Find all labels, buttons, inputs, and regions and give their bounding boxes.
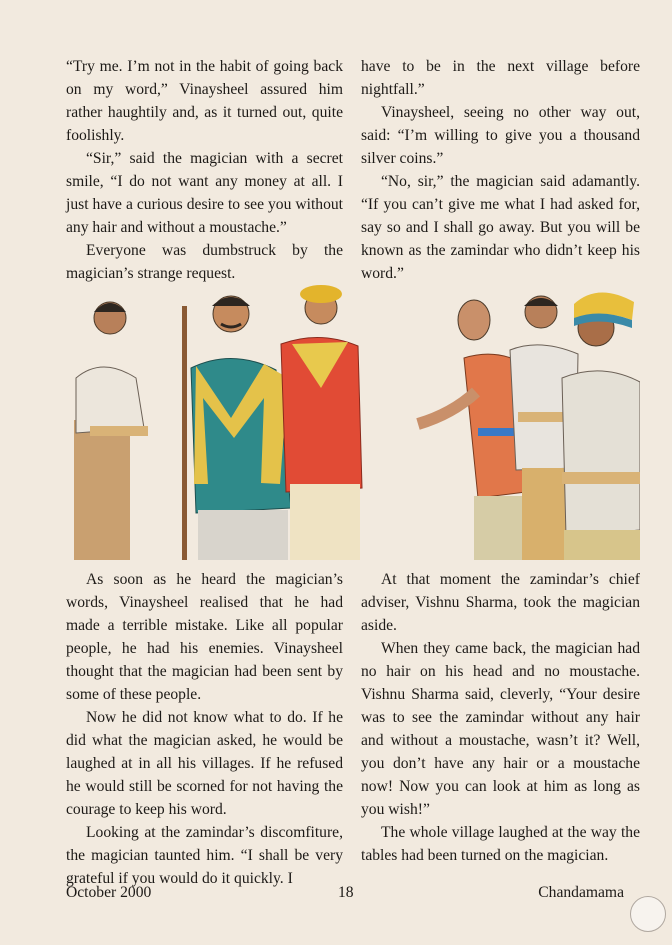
zamindar-figure	[191, 296, 291, 560]
paragraph: “Try me. I’m not in the habit of going back on my word,” Vinaysheel assured him rather haughtily and, as it turned out, quite foolishly.	[66, 58, 343, 144]
story-illustration	[66, 278, 640, 560]
paragraph: Everyone was dumbstruck by the magician’s strange request.	[66, 242, 343, 282]
watermark-stamp	[630, 896, 666, 932]
courtier-figure	[281, 285, 362, 560]
paragraph: “Sir,” said the magician with a secret smile, “I do not want any money at all. I just have a curious desire to see you without any hair and without a moustache.”	[66, 150, 343, 236]
page-footer	[66, 884, 644, 906]
page-number: 18	[338, 884, 354, 901]
staff	[182, 306, 187, 560]
text-column-top-right	[361, 55, 640, 285]
paragraph: Vinaysheel, seeing no other way out, said: “I’m willing to give you a thousand silver coins.”	[361, 104, 640, 167]
paragraph: Looking at the zamindar’s discomfiture, the magician taunted him. “I shall be very grateful if you would do it quickly. I	[66, 824, 343, 887]
issue-date: October 2000	[66, 884, 152, 901]
paragraph: When they came back, the magician had no hair on his head and no moustache. Vishnu Sharma said, cleverly, “Your desire was to see the zamindar without any hair and without a moustache, wasn’t it? Well, you don’t have any hair or a moustache now! Now you can look at him as long as you wish!”	[361, 640, 640, 818]
paragraph: “No, sir,” the magician said adamantly. “If you can’t give me what I had asked for, say so and I shall go away. But you will be known as the zamindar who didn’t keep his word.”	[361, 173, 640, 282]
paragraph: have to be in the next village before nightfall.”	[361, 58, 640, 98]
paragraph: As soon as he heard the magician’s words, Vinaysheel realised that he had made a terrible mistake. Like all popular people, he had his enemies. Vinaysheel thought that the magician had been sent by some of these people.	[66, 571, 343, 703]
paragraph: Now he did not know what to do. If he did what the magician asked, he would be laughed at in all his villages. If he refused he would still be scorned for not having the courage to keep his word.	[66, 709, 343, 818]
villager-figure	[74, 302, 148, 560]
paragraph: The whole village laughed at the way the tables had been turned on the magician.	[361, 824, 640, 864]
guard-figure	[562, 292, 640, 560]
magazine-name: Chandamama	[538, 884, 624, 901]
text-column-bottom-left	[66, 568, 343, 890]
text-column-top-left	[66, 55, 343, 285]
paragraph: At that moment the zamindar’s chief adviser, Vishnu Sharma, took the magician aside.	[361, 571, 640, 634]
text-column-bottom-right	[361, 568, 640, 867]
